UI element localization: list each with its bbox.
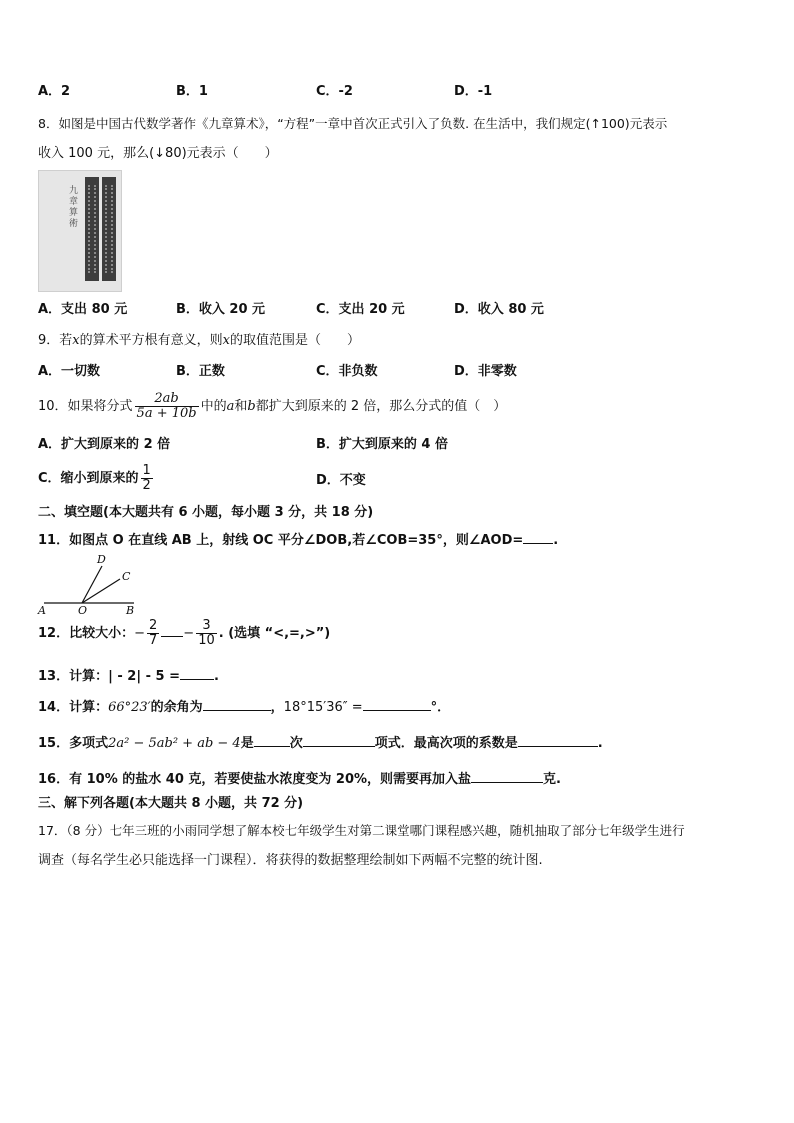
q9-option-c: C．非负数 — [316, 364, 378, 379]
q10-option-c: C．缩小到原来的 $\frac{1}{2}$ — [38, 463, 151, 493]
q7-option-c: C．-2 — [316, 84, 353, 99]
q16-answer-blank — [471, 770, 543, 783]
q8-option-b: B．收入 20 元 — [176, 302, 266, 317]
q13-question: 13．计算：| - 2| - 5 = . — [38, 669, 219, 684]
label-o: O — [78, 604, 88, 617]
q11-answer-blank — [523, 531, 553, 544]
q17-question-line1: 17．（8 分）七年三班的小雨同学想了解本校七年级学生对第二课堂哪门课程感兴趣，随机抽取了部分七年级学生进行 — [38, 823, 685, 838]
q14-answer-blank-1 — [203, 698, 271, 711]
q8-question-line1: 8．如图是中国古代数学著作《九章算术》，“方程”一章中首次正式引入了负数. 在生活中，我们规定(↑100)元表示 — [38, 116, 668, 131]
q13-answer-blank — [180, 667, 214, 680]
q9-option-d: D．非零数 — [454, 364, 517, 379]
q9-option-b: B．正数 — [176, 364, 225, 379]
q15-answer-blank-1 — [254, 734, 290, 747]
q14-answer-blank-2 — [363, 698, 431, 711]
q16-question: 16．有 10% 的盐水 40 克，若要使盐水浓度变为 20%，则需要再加入盐 克. — [38, 772, 561, 787]
book-volume — [102, 177, 116, 281]
label-d: D — [97, 553, 106, 566]
q14-question: 14．计算：66°23′的余角为 ，18°15′36″ = °． — [38, 700, 451, 715]
q12-question: 12．比较大小：− $\frac{2}{7}$ − $\frac{3}{10}$ . (选填 “<,=,>”) — [38, 618, 331, 648]
q17-question-line2: 调查（每名学生必只能选择一门课程）．将获得的数据整理绘制如下两幅不完整的统计图. — [38, 853, 543, 868]
q15-answer-blank-3 — [518, 734, 598, 747]
ancient-book-image — [38, 170, 122, 292]
q10-option-b: B．扩大到原来的 4 倍 — [316, 437, 449, 452]
book-volume — [85, 177, 99, 281]
q15-question: 15．多项式2a² − 5ab² + ab − 4是 次 项式．最高次项的系数是 . — [38, 736, 603, 751]
q7-option-a: A．2 — [38, 84, 71, 99]
label-a: A — [38, 604, 46, 617]
q8-option-d: D．收入 80 元 — [454, 302, 544, 317]
label-b: B — [126, 604, 135, 617]
q10-option-a: A．扩大到原来的 2 倍 — [38, 437, 171, 452]
q11-question: 11．如图点 O 在直线 AB 上，射线 OC 平分∠DOB,若∠COB=35°，则∠AOD= . — [38, 533, 559, 548]
calligraphy-label: 九章算術 — [67, 185, 77, 229]
q8-question-line2: 收入 100 元，那么(↓80)元表示（ ） — [38, 146, 278, 161]
q7-option-b: B．1 — [176, 84, 208, 99]
q12-answer-blank — [161, 624, 183, 637]
q9-question: 9．若x的算术平方根有意义，则x的取值范围是（ ） — [38, 333, 360, 348]
ray-oc — [82, 579, 120, 603]
q15-answer-blank-2 — [303, 734, 375, 747]
q10-question: 10．如果将分式 $\frac{2ab}{5a + 10b}$ 中的a和b都扩大到原来的 2 倍，那么分式的值（ ） — [38, 391, 507, 421]
q11-angle-diagram — [36, 552, 146, 618]
q10-option-d: D．不变 — [316, 473, 366, 488]
q9-option-a: A．一切数 — [38, 364, 101, 379]
q10-fraction: $\frac{2ab}{5a + 10b}$ — [136, 391, 197, 421]
ray-od — [82, 566, 102, 603]
q7-option-d: D．-1 — [454, 84, 493, 99]
q8-option-c: C．支出 20 元 — [316, 302, 405, 317]
section-3-heading: 三、解下列各题(本大题共 8 小题，共 72 分) — [38, 796, 304, 811]
label-c: C — [122, 570, 131, 583]
section-2-heading: 二、填空题(本大题共有 6 小题，每小题 3 分，共 18 分) — [38, 505, 374, 520]
q8-option-a: A．支出 80 元 — [38, 302, 128, 317]
